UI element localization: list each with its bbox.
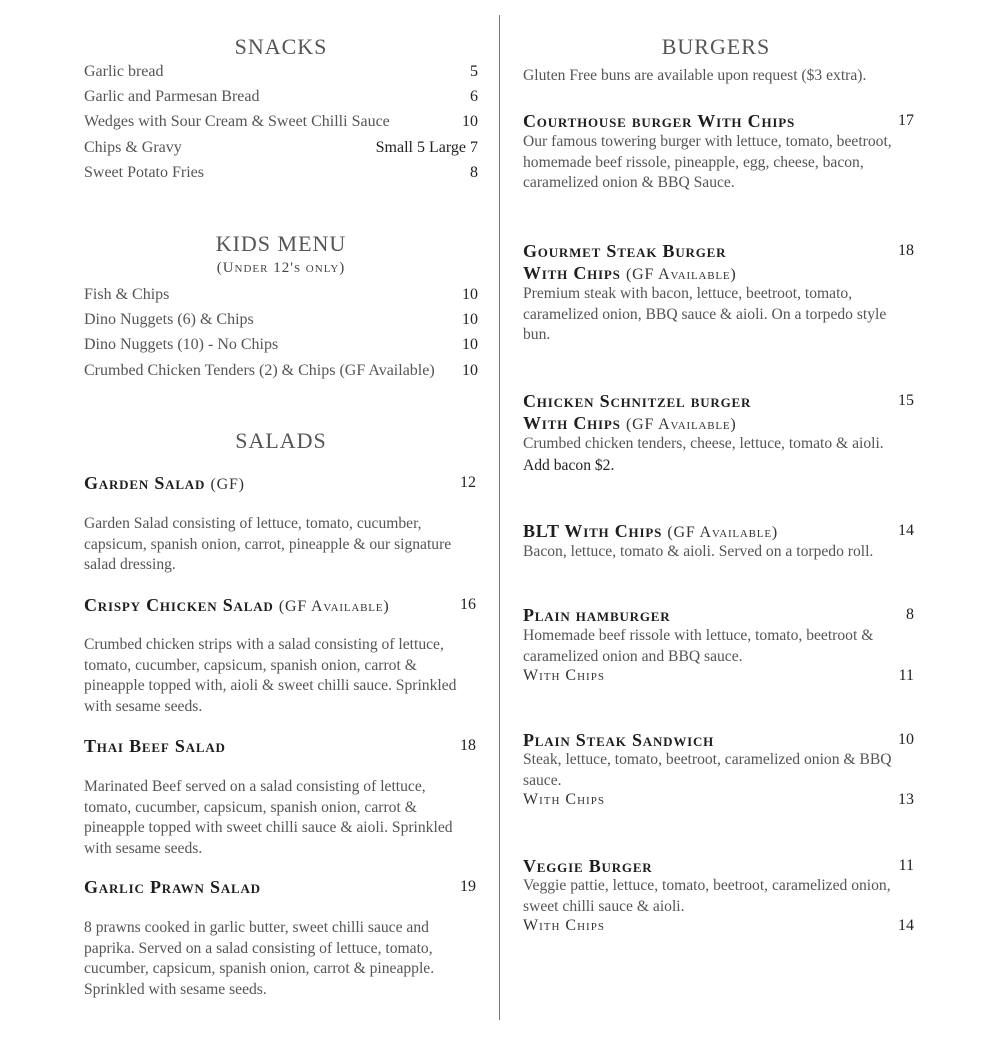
burger-name: Veggie Burger [523,856,653,876]
snack-item [84,112,478,132]
snack-item-name: Garlic bread [84,63,164,80]
with-chips-price: 11 [898,667,914,684]
burger-tag: (GF Available) [626,266,737,283]
burger-title [523,110,795,132]
burger-title-line2 [523,262,737,286]
salad-name: Thai Beef Salad [84,736,226,756]
burger-name: Plain hamburger [523,605,671,625]
snack-item-name: Sweet Potato Fries [84,164,204,181]
snack-item [84,62,478,82]
burger-title [523,240,726,262]
burger-description: Crumbed chicken tenders, cheese, lettuce, tomato & aioli. [523,435,884,452]
burger-description: Bacon, lettuce, tomato & aioli. Served on a torpedo roll. [523,543,874,560]
kids-item [84,285,478,305]
burger-title [523,604,670,626]
burger-description: Our famous towering burger with lettuce, tomato, beetroot, homemade beef rissole, pineapple, egg, cheese, bacon, caramelized onion & BBQ Sauce. [523,133,892,191]
burger-price: 17 [898,112,914,129]
salad-name: Crispy Chicken Salad [84,595,274,615]
kids-item [84,310,478,330]
burger-title-line2 [523,412,737,436]
burger-name-line2: With Chips [523,263,621,283]
burger-tag: (GF Available) [667,524,778,541]
kids-item-name: Dino Nuggets (10) - No Chips [84,336,279,353]
burger-title [523,390,751,412]
snack-item [84,138,478,158]
salad-name: Garden Salad [84,473,206,493]
burger-description: Steak, lettuce, tomato, beetroot, caramelized onion & BBQ sauce. [523,751,892,789]
salad-description: Crumbed chicken strips with a salad consisting of lettuce, tomato, cucumber, capsicum, spanish onion, carrot & pineapple topped with, aioli & sweet chilli sauce. Sprinkled with sesame seeds. [84,636,457,715]
column-divider [499,15,500,1020]
burger-price: 8 [906,606,914,623]
snack-item-name: Garlic and Parmesan Bread [84,88,260,105]
with-chips-label: With Chips [523,791,605,808]
salad-description: Garden Salad consisting of lettuce, tomato, cucumber, capsicum, spanish onion, carrot, pineapple & our signature salad dressing. [84,515,452,573]
salad-title [84,735,226,757]
burger-price: 10 [898,731,914,748]
salad-description: 8 prawns cooked in garlic butter, sweet chilli sauce and paprika. Served on a salad consisting of lettuce, tomato, cucumber, capsicum, spanish onion, carrot & pineapple. Sprinkled with sesame seeds. [84,919,435,998]
kids-item-name: Crumbed Chicken Tenders (2) & Chips (GF Available) [84,362,435,379]
burger-description: Homemade beef rissole with lettuce, tomato, beetroot & caramelized onion and BBQ sauce. [523,627,874,665]
burger-title [523,855,652,877]
salad-tag: (GF) [210,476,245,493]
section-heading-snacks: SNACKS [234,34,328,59]
kids-item [84,361,478,381]
with-chips-label: With Chips [523,917,605,934]
salad-description: Marinated Beef served on a salad consisting of lettuce, tomato, cucumber, capsicum, spanish onion, carrot & pineapple topped with sweet chilli sauce & aioli. Sprinkled with sesame seeds. [84,778,453,857]
salad-title [84,472,245,496]
snack-item [84,87,478,107]
snack-item [84,163,478,183]
burger-name: Plain Steak Sandwich [523,730,715,750]
with-chips-label: With Chips [523,667,605,684]
snack-item-name: Wedges with Sour Cream & Sweet Chilli Sauce [84,113,390,130]
burger-name-line2: With Chips [523,413,621,433]
salad-price: 19 [460,878,476,895]
with-chips-price: 14 [898,917,914,934]
burger-price: 18 [898,242,914,259]
burger-price: 11 [898,857,914,874]
burger-name: Gourmet Steak Burger [523,241,727,261]
burger-title [523,729,714,751]
section-heading-salads: SALADS [235,428,327,453]
salad-price: 18 [460,737,476,754]
salad-tag: (GF Available) [278,598,390,615]
salad-title [84,594,389,618]
section-heading-kids: KIDS MENU [215,231,347,256]
snack-item-price: Small 5 Large 7 [375,139,478,156]
section-heading-burgers: BURGERS [661,34,771,59]
burgers-note: Gluten Free buns are available upon request ($3 extra). [523,67,867,84]
snack-item-name: Chips & Gravy [84,139,182,156]
snack-item-price: 6 [470,88,478,105]
burger-tag: (GF Available) [626,416,737,433]
kids-item-name: Dino Nuggets (6) & Chips [84,311,254,328]
section-subheading-kids: (Under 12's only) [216,260,346,276]
kids-item-name: Fish & Chips [84,286,170,303]
burger-title [523,520,778,544]
salad-name: Garlic Prawn Salad [84,877,261,897]
kids-item-price: 10 [462,286,478,303]
salad-price: 12 [460,474,476,491]
with-chips-price: 13 [898,791,914,808]
kids-item-price: 10 [462,362,478,379]
burger-extra: Add bacon $2. [523,457,615,474]
burger-description: Premium steak with bacon, lettuce, beetroot, tomato, caramelized onion, BBQ sauce & aioli. On a torpedo style bun. [523,285,887,343]
snack-item-price: 5 [470,63,478,80]
salad-title [84,876,261,898]
salad-price: 16 [460,596,476,613]
burger-description: Veggie pattie, lettuce, tomato, beetroot, caramelized onion, sweet chilli sauce & aioli. [523,877,891,915]
burger-price: 15 [898,392,914,409]
snack-item-price: 8 [470,164,478,181]
burger-name: Courthouse burger With Chips [523,111,795,131]
snack-item-price: 10 [462,113,478,130]
burger-name: BLT With Chips [523,521,663,541]
kids-item-price: 10 [462,336,478,353]
burger-name: Chicken Schnitzel burger [523,391,752,411]
burger-price: 14 [898,522,914,539]
kids-item [84,335,478,355]
kids-item-price: 10 [462,311,478,328]
